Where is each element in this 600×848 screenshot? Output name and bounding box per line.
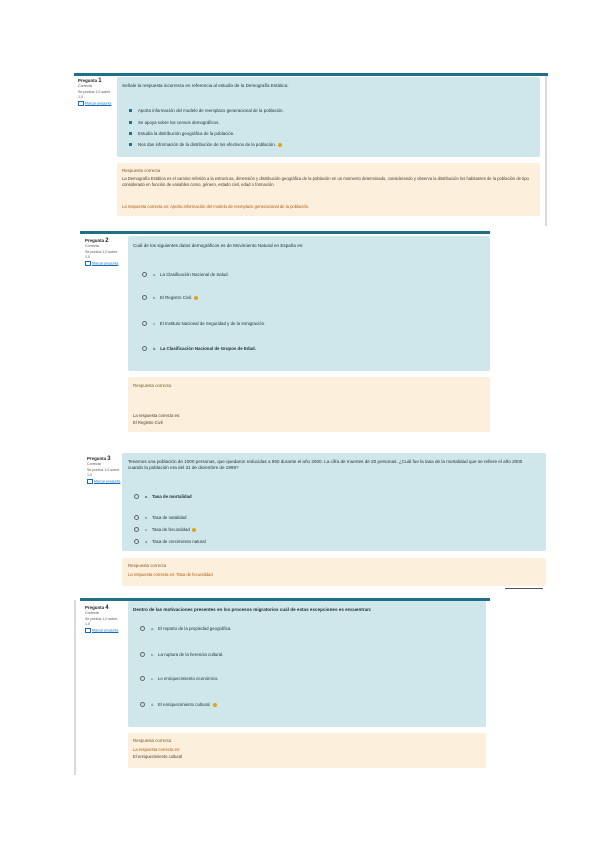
- feedback-box: [128, 733, 486, 768]
- radio-icon: [142, 321, 147, 326]
- side-rule: [74, 600, 76, 775]
- option-d[interactable]: d. La Clasificación Nacional de Grupos de Edad.: [142, 346, 256, 352]
- feedback-title: Respuesta correcta: [128, 563, 167, 568]
- option-a[interactable]: a. Tasa de mortalidad: [134, 494, 192, 500]
- feedback-box: [117, 163, 540, 216]
- radio-icon: [142, 295, 147, 300]
- question-text: Cuál de los siguientes datos demográficos es de Movimiento Natural en España es:: [133, 243, 304, 248]
- question-content: [117, 77, 540, 157]
- option-d[interactable]: Nos dan información de la distribución de los efectivos de la población.: [129, 142, 282, 147]
- feedback-answer-value: El enriquecimiento cultural: [133, 754, 183, 759]
- option-b[interactable]: b. El Registro Civil.: [142, 295, 198, 301]
- side-rule: [545, 76, 547, 226]
- feedback-answer: La respuesta correcta es: Tasa de fecundidad: [128, 572, 213, 577]
- feedback-answer-label: La respuesta correcta es:: [133, 747, 181, 752]
- feedback-title: Respuesta correcta: [133, 738, 172, 743]
- question-status: Correcta: [87, 462, 101, 467]
- radio-icon: [142, 272, 147, 277]
- feedback-box: [128, 377, 490, 432]
- feedback-title: Respuesta correcta: [133, 383, 172, 388]
- question-status: Correcta: [78, 84, 92, 89]
- radio-icon: [142, 346, 147, 351]
- question-info: [87, 456, 123, 484]
- option-c[interactable]: Estudia la distribución geográfica de la población.: [129, 131, 234, 136]
- option-c[interactable]: c. Lo enriquecimiento económico.: [140, 676, 219, 682]
- question-number: Pregunta 3: [87, 456, 111, 462]
- radio-icon: [134, 515, 139, 520]
- bullet-icon: [129, 121, 132, 124]
- question-text: Señale la respuesta incorrecta en referencia al estudio de la Demografía Estática:: [122, 83, 289, 88]
- feedback-answer-label: La respuesta correcta es:: [133, 413, 181, 418]
- radio-icon: [134, 539, 139, 544]
- question-text: Dentro de las motivaciones presentes en los procesos migratorios cuál de estas excepciones es encuentran:: [133, 607, 372, 612]
- correct-mark-icon: [213, 703, 217, 707]
- feedback-answer: La respuesta correcta es: Aporta información del modelo de reemplazo generacional de la población.: [122, 204, 310, 209]
- bullet-icon: [129, 132, 132, 135]
- question-number: Pregunta 2: [85, 238, 109, 244]
- feedback-answer-value: El Registro Civil: [133, 420, 163, 425]
- option-b[interactable]: b. Tasa de natalidad: [134, 515, 186, 521]
- question-content: [122, 453, 546, 551]
- question-score: Se puntúa 1,0 sobre 1,0: [85, 249, 118, 260]
- question-content: [128, 236, 490, 371]
- option-d[interactable]: d. El enriquecimiento cultural.: [140, 702, 217, 708]
- radio-icon: [140, 702, 145, 707]
- flag-icon: [78, 101, 84, 106]
- question-number: Pregunta 1: [78, 78, 102, 84]
- flag-question-button[interactable]: Marcar pregunta: [85, 261, 121, 267]
- question-info: [85, 238, 121, 266]
- radio-icon: [134, 527, 139, 532]
- radio-icon: [134, 494, 139, 499]
- bullet-icon: [129, 143, 132, 146]
- scroll-indicator: [505, 588, 543, 589]
- correct-mark-icon: [194, 296, 198, 300]
- correct-mark-icon: [192, 528, 196, 532]
- bullet-icon: [129, 109, 132, 112]
- flag-icon: [85, 628, 91, 633]
- option-a[interactable]: a. El reparto de la propiedad geográfica.: [140, 626, 231, 632]
- flag-question-button[interactable]: Marcar pregunta: [87, 479, 123, 485]
- feedback-text: La Demografía Estática es el camino referido a la estructura, dimensión y distribución geográfica de la población en un momento determinado, considerando y observa la distribución los habitantes de la población de tipo considerado en función de variables como, género, estado civil, edad o formación.: [122, 176, 529, 187]
- flag-icon: [87, 479, 93, 484]
- feedback-box: [122, 558, 546, 586]
- radio-icon: [140, 676, 145, 681]
- option-b[interactable]: Se apoya sobre los censos demográficos.: [129, 120, 220, 125]
- question-status: Correcta: [85, 611, 99, 616]
- question-text: Tenemos una población de 1000 personas, que quedaron reducidas a 950 durante el año 2000. La cifra de muertes de 20 personas. ¿Cuál fue la tasa de la mortalidad que se refiere el año 2000 cuando la población era del 31 de diciembre de 1999?: [128, 459, 523, 470]
- question-info: [85, 605, 121, 633]
- flag-question-button[interactable]: Marcar pregunta: [78, 101, 114, 107]
- correct-mark-icon: [278, 143, 282, 147]
- question-top-rule: [80, 231, 490, 234]
- radio-icon: [140, 626, 145, 631]
- question-status: Correcta: [85, 244, 99, 249]
- question-score: Se puntúa 1,0 sobre 1,0: [87, 467, 120, 478]
- option-d[interactable]: d. Tasa de crecimiento natural: [134, 539, 206, 545]
- question-score: Se puntúa 1,0 sobre 1,0: [78, 89, 111, 100]
- question-content: [128, 601, 486, 727]
- question-top-rule: [74, 73, 548, 76]
- question-score: Se puntúa 1,0 sobre 1,0: [85, 616, 118, 627]
- flag-icon: [85, 261, 91, 266]
- option-a[interactable]: a. La Clasificación Nacional de Salud.: [142, 272, 229, 278]
- question-number: Pregunta 4: [85, 605, 109, 611]
- question-info: [78, 78, 114, 106]
- flag-question-button[interactable]: Marcar pregunta: [85, 628, 121, 634]
- option-c[interactable]: c. Tasa de fecundidad: [134, 527, 196, 533]
- radio-icon: [140, 652, 145, 657]
- option-a[interactable]: Aporta información del modelo de reemplazo generacional de la población.: [129, 108, 284, 113]
- option-c[interactable]: c. El Instituto Nacional de Seguridad y de la Inmigración.: [142, 321, 265, 327]
- option-b[interactable]: b. La ruptura de la herencia cultural.: [140, 652, 223, 658]
- feedback-title: Respuesta correcta: [122, 168, 161, 173]
